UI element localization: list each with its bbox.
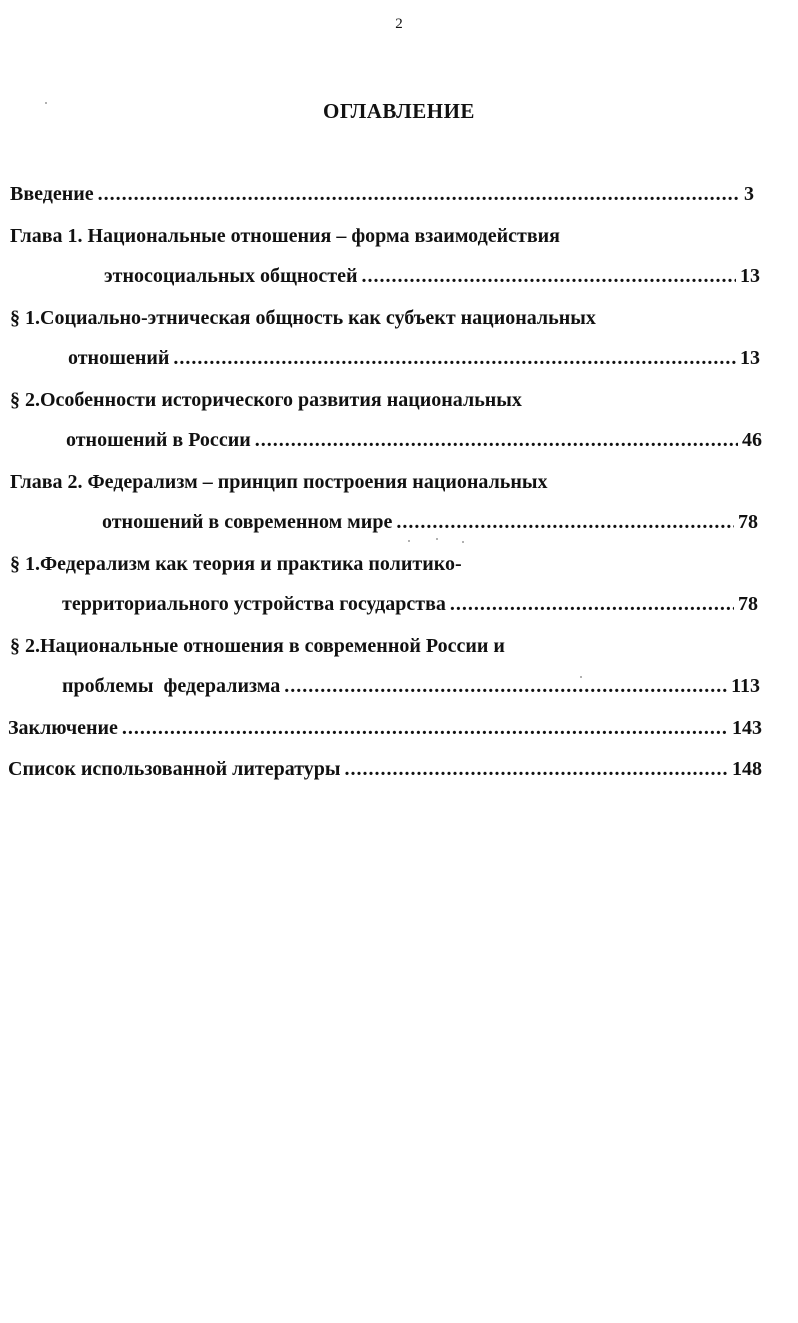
section-title: Особенности исторического развития национальных (40, 389, 522, 411)
section-number: § 1. (10, 307, 40, 329)
toc-entry-ch2-page: 78 (738, 511, 758, 533)
toc-entry-ch2[interactable] (102, 511, 758, 537)
toc-entry-ch1-s1[interactable] (68, 347, 760, 373)
toc-entry-intro-text: Введение (10, 183, 94, 205)
toc-entry-ch2-s1-line1[interactable] (10, 553, 462, 579)
section-number: § 2. (10, 389, 40, 411)
toc-entry-ch1-s2-line2: отношений в России (66, 429, 251, 451)
section-number: § 2. (10, 635, 40, 657)
dot-leader (284, 675, 727, 698)
dot-leader (450, 593, 734, 616)
toc-entry-ch1-s1-page: 13 (740, 347, 760, 369)
scan-speck (462, 541, 464, 543)
toc-entry-ch2-s2-line2: проблемы федерализма (62, 675, 281, 697)
toc-entry-ch2-s2-page: 113 (731, 675, 760, 697)
scan-speck (436, 538, 438, 540)
toc-entry-ch1-line2: этносоциальных общностей (104, 265, 358, 287)
toc-entry-ch2-s1-line2: территориального устройства государства (62, 593, 446, 615)
dot-leader (362, 265, 736, 288)
toc-entry-ch2-s1[interactable] (62, 593, 758, 619)
toc-entry-references-page: 148 (732, 758, 762, 780)
scan-speck (580, 676, 582, 678)
scan-speck (408, 540, 410, 542)
toc-entry-intro-page: 3 (744, 183, 754, 205)
toc-entry-ch1-s2-line1[interactable] (10, 389, 522, 415)
toc-entry-intro[interactable] (10, 183, 754, 209)
toc-entry-ch2-line2: отношений в современном мире (102, 511, 393, 533)
toc-entry-ch1-page: 13 (740, 265, 760, 287)
toc-entry-ch1-s1-line2: отношений (68, 347, 170, 369)
toc-entry-ch1[interactable] (104, 265, 760, 291)
toc-entry-ch2-s2[interactable] (62, 675, 760, 701)
dot-leader (396, 511, 734, 534)
dot-leader (255, 429, 738, 452)
toc-entry-ch1-s2[interactable] (66, 429, 762, 455)
toc-entry-references-text: Список использованной литературы (8, 758, 341, 780)
toc-entry-conclusion-text: Заключение (8, 717, 118, 739)
toc-entry-ch1-s2-page: 46 (742, 429, 762, 451)
dot-leader (173, 347, 736, 370)
toc-entry-ch2-s2-line1[interactable] (10, 635, 505, 661)
dot-leader (345, 758, 729, 781)
toc-entry-ch2-line1[interactable]: Глава 2. Федерализм – принцип построения национальных (10, 471, 548, 493)
toc-entry-conclusion[interactable] (8, 717, 762, 743)
section-number: § 1. (10, 553, 40, 575)
toc-entry-references[interactable] (8, 758, 762, 784)
toc-entry-ch1-line1[interactable]: Глава 1. Национальные отношения – форма взаимодействия (10, 225, 560, 247)
toc-entry-conclusion-page: 143 (732, 717, 762, 739)
section-title: Федерализм как теория и практика политико- (40, 553, 462, 575)
page-number: 2 (395, 16, 403, 32)
dot-leader (122, 717, 728, 740)
toc-title: ОГЛАВЛЕНИЕ (323, 99, 475, 123)
section-title: Национальные отношения в современной России и (40, 635, 505, 657)
scan-speck (45, 102, 47, 104)
dot-leader (98, 183, 740, 206)
section-title: Социально-этническая общность как субъект национальных (40, 307, 596, 329)
toc-entry-ch1-s1-line1[interactable] (10, 307, 596, 333)
toc-entry-ch2-s1-page: 78 (738, 593, 758, 615)
